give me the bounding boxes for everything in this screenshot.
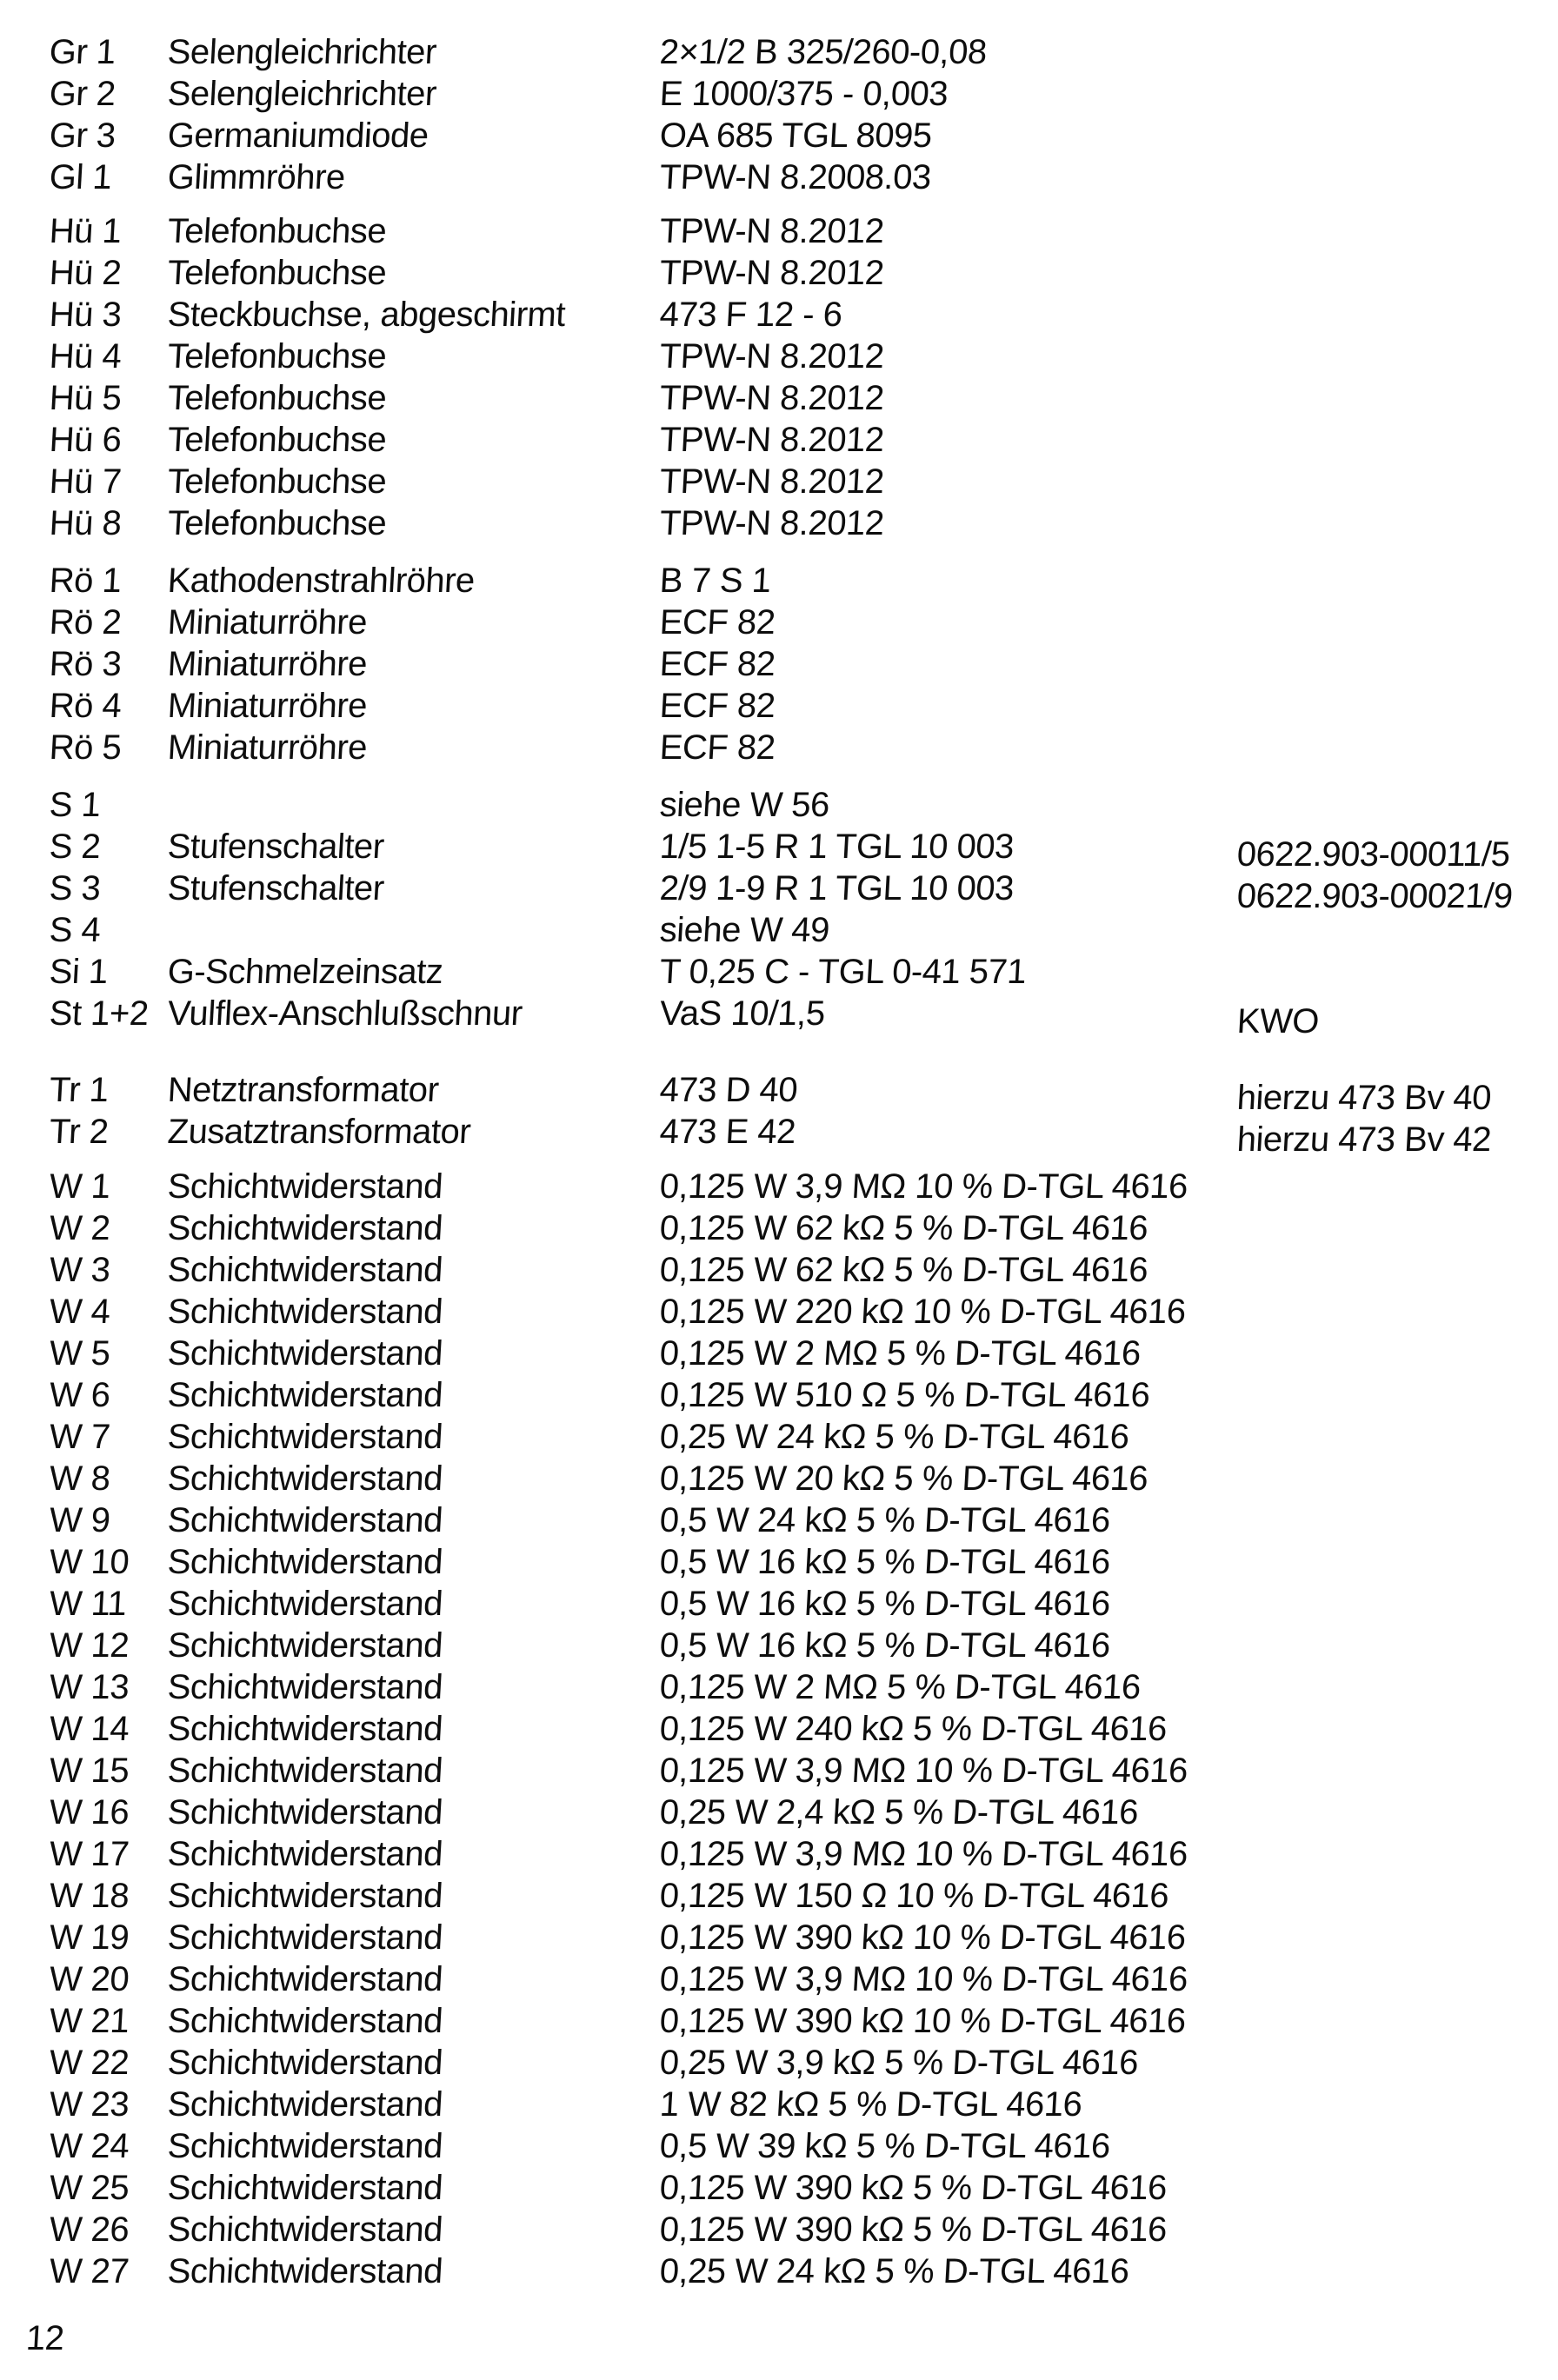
component-name: Schichtwiderstand [166, 2169, 444, 2207]
component-name: Selengleichrichter [166, 33, 437, 71]
component-type-value: ECF 82 [658, 728, 776, 767]
component-name: Schichtwiderstand [166, 2210, 444, 2249]
parts-list-row [0, 2250, 1558, 2292]
component-name: Schichtwiderstand [166, 1668, 444, 1706]
component-name: Steckbuchse, abgeschirmt [166, 296, 567, 334]
parts-list-row [0, 1166, 1558, 1207]
component-type-value: T 0,25 C - TGL 0-41 571 [658, 953, 1028, 991]
parts-list-row [0, 784, 1558, 826]
component-name: Schichtwiderstand [166, 1585, 444, 1623]
component-note: KWO [1235, 1002, 1321, 1040]
parts-section-roehren [0, 560, 1558, 768]
parts-section-schalter-sicherungen [0, 784, 1558, 1040]
component-name: Miniaturröhre [166, 645, 369, 683]
component-designator: S 3 [48, 869, 102, 907]
parts-list-row [0, 461, 1558, 502]
component-designator: W 19 [48, 1918, 130, 1957]
parts-list-row [0, 294, 1558, 336]
component-designator: Rö 1 [48, 562, 123, 600]
component-designator: Rö 3 [48, 645, 123, 683]
component-type-value: B 7 S 1 [658, 562, 772, 600]
component-name: Telefonbuchse [166, 254, 388, 292]
component-designator: St 1+2 [48, 994, 150, 1033]
parts-list-row [0, 1625, 1558, 1666]
component-name: Zusatztransformator [166, 1113, 472, 1151]
component-designator: W 3 [48, 1251, 111, 1289]
component-type-value: 0,5 W 24 kΩ 5 % D-TGL 4616 [658, 1501, 1111, 1539]
component-type-value: 0,125 W 390 kΩ 10 % D-TGL 4616 [658, 2002, 1187, 2040]
component-name: Schichtwiderstand [166, 1167, 444, 1206]
component-type-value: 0,125 W 2 MΩ 5 % D-TGL 4616 [658, 1334, 1142, 1373]
component-name: Schichtwiderstand [166, 2252, 444, 2290]
component-name: Selengleichrichter [166, 75, 437, 113]
component-designator: W 4 [48, 1293, 111, 1331]
component-name: Miniaturröhre [166, 687, 369, 725]
component-designator: W 10 [48, 1543, 130, 1581]
component-type-value: 0,125 W 3,9 MΩ 10 % D-TGL 4616 [658, 1960, 1189, 1998]
component-name: Schichtwiderstand [166, 1209, 444, 1247]
parts-list-row [0, 252, 1558, 294]
component-type-value: 0,125 W 3,9 MΩ 10 % D-TGL 4616 [658, 1167, 1189, 1206]
component-designator: W 2 [48, 1209, 111, 1247]
component-name: Stufenschalter [166, 869, 385, 907]
component-designator: W 8 [48, 1459, 111, 1498]
parts-list-row [0, 2042, 1558, 2084]
parts-list-row [0, 336, 1558, 377]
component-type-value: 0,5 W 39 kΩ 5 % D-TGL 4616 [658, 2127, 1111, 2165]
component-designator: Hü 6 [48, 421, 123, 459]
component-name: Schichtwiderstand [166, 1334, 444, 1373]
component-designator: W 14 [48, 1710, 130, 1748]
component-name: Schichtwiderstand [166, 2085, 444, 2124]
component-name: Schichtwiderstand [166, 1752, 444, 1790]
parts-list-row [0, 1750, 1558, 1792]
page-number: 12 [24, 2319, 65, 2357]
parts-list-row [0, 1207, 1558, 1249]
component-type-value: TPW-N 8.2012 [658, 504, 885, 542]
component-type-value: 0,125 W 2 MΩ 5 % D-TGL 4616 [658, 1668, 1142, 1706]
component-name: Telefonbuchse [166, 379, 388, 417]
component-designator: Tr 1 [48, 1071, 110, 1109]
parts-section-buchsen [0, 210, 1558, 544]
component-type-value: 0,125 W 390 kΩ 10 % D-TGL 4616 [658, 1918, 1187, 1957]
parts-list-row [0, 156, 1558, 198]
parts-list-row [0, 1958, 1558, 2000]
component-type-value: siehe W 49 [658, 911, 831, 949]
component-name: Stufenschalter [166, 828, 385, 866]
parts-list-row [0, 1458, 1558, 1499]
parts-list-row [0, 210, 1558, 252]
component-type-value: 0,125 W 62 kΩ 5 % D-TGL 4616 [658, 1251, 1149, 1289]
parts-list-row [0, 1069, 1558, 1117]
component-name: Germaniumdiode [166, 116, 429, 155]
component-type-value: 0,5 W 16 kΩ 5 % D-TGL 4616 [658, 1626, 1111, 1665]
component-designator: Hü 7 [48, 462, 123, 501]
parts-list-row [0, 31, 1558, 73]
parts-list-row [0, 115, 1558, 156]
component-type-value: TPW-N 8.2012 [658, 337, 885, 376]
component-designator: W 13 [48, 1668, 130, 1706]
component-designator: S 2 [48, 828, 102, 866]
component-name: Telefonbuchse [166, 462, 388, 501]
component-designator: W 21 [48, 2002, 130, 2040]
parts-list-row [0, 1374, 1558, 1416]
parts-list-row [0, 1917, 1558, 1958]
parts-list-row [0, 560, 1558, 602]
component-type-value: OA 685 TGL 8095 [658, 116, 933, 155]
component-name: Telefonbuchse [166, 421, 388, 459]
parts-list-row [0, 1249, 1558, 1291]
component-name: Vulflex-Anschlußschnur [166, 994, 523, 1033]
component-type-value: 2/9 1-9 R 1 TGL 10 003 [658, 869, 1015, 907]
component-name: Schichtwiderstand [166, 2127, 444, 2165]
parts-section-transformatoren [0, 1069, 1558, 1159]
component-name: Schichtwiderstand [166, 1251, 444, 1289]
component-designator: W 27 [48, 2252, 130, 2290]
parts-list-row [0, 685, 1558, 727]
component-type-value: ECF 82 [658, 645, 776, 683]
component-designator: Hü 8 [48, 504, 123, 542]
component-designator: W 16 [48, 1793, 130, 1832]
component-type-value: 0,125 W 240 kΩ 5 % D-TGL 4616 [658, 1710, 1168, 1748]
component-type-value: TPW-N 8.2012 [658, 212, 885, 250]
component-type-value: 473 D 40 [658, 1071, 799, 1109]
component-type-value: 0,125 W 150 Ω 10 % D-TGL 4616 [658, 1877, 1170, 1915]
component-designator: W 15 [48, 1752, 130, 1790]
parts-list-row [0, 1499, 1558, 1541]
parts-list-row [0, 377, 1558, 419]
component-name: Schichtwiderstand [166, 2002, 444, 2040]
component-designator: W 9 [48, 1501, 111, 1539]
component-designator: Gr 2 [48, 75, 117, 113]
component-name: Miniaturröhre [166, 603, 369, 642]
parts-list-row [0, 951, 1558, 993]
component-designator: Gr 3 [48, 116, 117, 155]
component-type-value: 0,5 W 16 kΩ 5 % D-TGL 4616 [658, 1585, 1111, 1623]
component-type-value: 0,125 W 390 kΩ 5 % D-TGL 4616 [658, 2210, 1168, 2249]
component-name: G-Schmelzeinsatz [166, 953, 444, 991]
component-designator: Gr 1 [48, 33, 117, 71]
component-type-value: 0,125 W 3,9 MΩ 10 % D-TGL 4616 [658, 1835, 1189, 1873]
component-name: Schichtwiderstand [166, 1626, 444, 1665]
component-name: Schichtwiderstand [166, 1835, 444, 1873]
component-designator: W 24 [48, 2127, 130, 2165]
component-designator: W 22 [48, 2044, 130, 2082]
parts-section-widerstaende [0, 1166, 1558, 2292]
component-type-value: 0,125 W 390 kΩ 5 % D-TGL 4616 [658, 2169, 1168, 2207]
component-type-value: 0,25 W 2,4 kΩ 5 % D-TGL 4616 [658, 1793, 1140, 1832]
component-type-value: 0,125 W 20 kΩ 5 % D-TGL 4616 [658, 1459, 1149, 1498]
component-designator: Hü 2 [48, 254, 123, 292]
component-note: hierzu 473 Bv 42 [1235, 1120, 1493, 1159]
component-designator: W 1 [48, 1167, 111, 1206]
parts-list-row [0, 993, 1558, 1040]
component-type-value: 2×1/2 B 325/260-0,08 [658, 33, 988, 71]
component-type-value: 1 W 82 kΩ 5 % D-TGL 4616 [658, 2085, 1083, 2124]
component-name: Glimmröhre [166, 158, 346, 196]
parts-list-row [0, 419, 1558, 461]
component-type-value: ECF 82 [658, 687, 776, 725]
component-name: Schichtwiderstand [166, 1877, 444, 1915]
component-designator: Tr 2 [48, 1113, 110, 1151]
component-name: Telefonbuchse [166, 212, 388, 250]
component-designator: W 5 [48, 1334, 111, 1373]
parts-list-row [0, 1416, 1558, 1458]
parts-list-row [0, 1333, 1558, 1374]
component-type-value: 0,125 W 3,9 MΩ 10 % D-TGL 4616 [658, 1752, 1189, 1790]
parts-list-row [0, 2084, 1558, 2125]
component-type-value: 473 E 42 [658, 1113, 797, 1151]
component-type-value: 0,25 W 24 kΩ 5 % D-TGL 4616 [658, 2252, 1130, 2290]
component-type-value: TPW-N 8.2012 [658, 254, 885, 292]
component-name: Telefonbuchse [166, 504, 388, 542]
parts-list-row [0, 1541, 1558, 1583]
parts-list-row [0, 1792, 1558, 1833]
component-designator: Hü 5 [48, 379, 123, 417]
component-note: 0622.903-00021/9 [1235, 877, 1514, 915]
component-designator: Gl 1 [48, 158, 113, 196]
component-designator: Si 1 [48, 953, 109, 991]
component-name: Schichtwiderstand [166, 1418, 444, 1456]
component-designator: S 1 [48, 786, 102, 824]
component-note: hierzu 473 Bv 40 [1235, 1079, 1493, 1117]
component-name: Schichtwiderstand [166, 1459, 444, 1498]
parts-section-gleichrichter-roehren [0, 31, 1558, 198]
parts-list-row [0, 1666, 1558, 1708]
component-type-value: TPW-N 8.2012 [658, 379, 885, 417]
component-name: Schichtwiderstand [166, 1918, 444, 1957]
component-type-value: 0,25 W 3,9 kΩ 5 % D-TGL 4616 [658, 2044, 1140, 2082]
component-name: Schichtwiderstand [166, 1376, 444, 1414]
component-designator: Rö 4 [48, 687, 123, 725]
component-name: Schichtwiderstand [166, 1501, 444, 1539]
parts-list-row [0, 1833, 1558, 1875]
component-designator: W 17 [48, 1835, 130, 1873]
component-designator: W 20 [48, 1960, 130, 1998]
parts-list-row [0, 643, 1558, 685]
component-name: Telefonbuchse [166, 337, 388, 376]
component-type-value: 0,125 W 510 Ω 5 % D-TGL 4616 [658, 1376, 1151, 1414]
component-type-value: 0,5 W 16 kΩ 5 % D-TGL 4616 [658, 1543, 1111, 1581]
component-name: Schichtwiderstand [166, 1293, 444, 1331]
component-type-value: TPW-N 8.2008.03 [658, 158, 932, 196]
parts-list-row [0, 2000, 1558, 2042]
component-type-value: 473 F 12 - 6 [658, 296, 843, 334]
parts-list-row [0, 2209, 1558, 2250]
component-designator: W 12 [48, 1626, 130, 1665]
parts-list-row [0, 1708, 1558, 1750]
component-name: Schichtwiderstand [166, 1960, 444, 1998]
component-name: Miniaturröhre [166, 728, 369, 767]
parts-list-row [0, 1291, 1558, 1333]
component-name: Schichtwiderstand [166, 1793, 444, 1832]
component-designator: W 23 [48, 2085, 130, 2124]
component-type-value: E 1000/375 - 0,003 [658, 75, 949, 113]
component-note: 0622.903-00011/5 [1235, 835, 1511, 874]
component-designator: Hü 4 [48, 337, 123, 376]
component-designator: Rö 5 [48, 728, 123, 767]
component-type-value: TPW-N 8.2012 [658, 462, 885, 501]
component-designator: Hü 3 [48, 296, 123, 334]
component-designator: S 4 [48, 911, 102, 949]
component-type-value: ECF 82 [658, 603, 776, 642]
component-designator: W 7 [48, 1418, 111, 1456]
component-designator: W 26 [48, 2210, 130, 2249]
component-type-value: TPW-N 8.2012 [658, 421, 885, 459]
component-name: Schichtwiderstand [166, 1543, 444, 1581]
component-designator: W 6 [48, 1376, 111, 1414]
component-name: Schichtwiderstand [166, 1710, 444, 1748]
parts-list-row [0, 1583, 1558, 1625]
component-name: Schichtwiderstand [166, 2044, 444, 2082]
parts-list-row [0, 1875, 1558, 1917]
parts-list-row [0, 2125, 1558, 2167]
component-type-value: VaS 10/1,5 [658, 994, 827, 1033]
component-name: Kathodenstrahlröhre [166, 562, 476, 600]
parts-list-row [0, 826, 1558, 874]
component-designator: W 18 [48, 1877, 130, 1915]
parts-list-row [0, 602, 1558, 643]
parts-list-row [0, 2167, 1558, 2209]
component-designator: Hü 1 [48, 212, 123, 250]
component-name: Netztransformator [166, 1071, 440, 1109]
component-designator: W 25 [48, 2169, 130, 2207]
parts-list-row [0, 502, 1558, 544]
component-type-value: 0,125 W 62 kΩ 5 % D-TGL 4616 [658, 1209, 1149, 1247]
component-designator: Rö 2 [48, 603, 123, 642]
component-type-value: 0,125 W 220 kΩ 10 % D-TGL 4616 [658, 1293, 1187, 1331]
component-designator: W 11 [48, 1585, 128, 1623]
parts-list-row [0, 73, 1558, 115]
parts-list-row [0, 727, 1558, 768]
component-type-value: 0,25 W 24 kΩ 5 % D-TGL 4616 [658, 1418, 1130, 1456]
component-type-value: siehe W 56 [658, 786, 831, 824]
component-type-value: 1/5 1-5 R 1 TGL 10 003 [658, 828, 1015, 866]
